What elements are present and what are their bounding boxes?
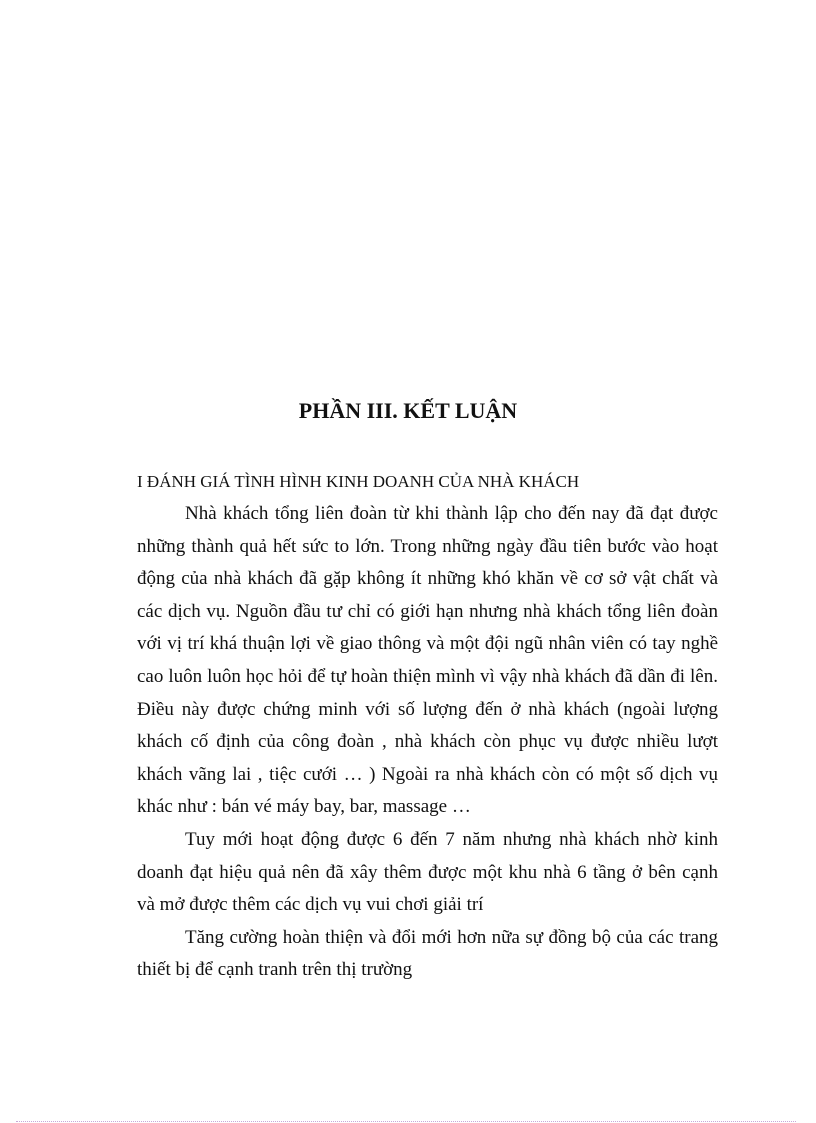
paragraph-2-line: doanh đạt hiệu quả nên đã xây thêm được một khu nhà 6 tầng ở bên cạnh	[137, 861, 718, 883]
paragraph-1-line: những thành quả hết sức to lớn. Trong những ngày đầu tiên bước vào hoạt	[137, 535, 718, 557]
paragraph-1-line: cao luôn luôn học hỏi để tự hoàn thiện mình vì vậy nhà khách đã dần đi lên.	[137, 665, 718, 687]
paragraph-3-line: thiết bị để cạnh tranh trên thị trường	[137, 959, 413, 981]
page-bottom-divider	[16, 1121, 796, 1122]
paragraph-1-line: động của nhà khách đã gặp không ít những khó khăn về cơ sở vật chất và	[137, 568, 718, 590]
body-text	[137, 500, 718, 989]
paragraph-1-line: Nhà khách tổng liên đoàn từ khi thành lập cho đến nay đã đạt được	[185, 503, 718, 524]
paragraph-1-line: khách vãng lai , tiệc cưới … ) Ngoài ra nhà khách còn có một số dịch vụ	[137, 763, 718, 785]
paragraph-1-line: các dịch vụ. Nguồn đầu tư chỉ có giới hạn nhưng nhà khách tổng liên đoàn	[137, 600, 718, 622]
paragraph-2-line: và mở được thêm các dịch vụ vui chơi giải trí	[137, 894, 484, 916]
section-heading: I ĐÁNH GIÁ TÌNH HÌNH KINH DOANH CỦA NHÀ KHÁCH	[137, 472, 580, 491]
paragraph-1-line: khách cố định của công đoàn , nhà khách còn phục vụ được nhiều lượt	[137, 731, 718, 753]
page-title: PHẦN III. KẾT LUẬN	[298, 398, 518, 423]
paragraph-1-line: khác như : bán vé máy bay, bar, massage …	[137, 796, 471, 818]
paragraph-1-line: với vị trí khá thuận lợi về giao thông và một đội ngũ nhân viên có tay nghề	[137, 633, 718, 655]
paragraph-3-line: Tăng cường hoàn thiện và đổi mới hơn nữa sự đồng bộ của các trang	[185, 926, 718, 948]
paragraph-2-line: Tuy mới hoạt động được 6 đến 7 năm nhưng nhà khách nhờ kinh	[185, 828, 718, 850]
paragraph-1-line: Điều này được chứng minh với số lượng đến ở nhà khách (ngoài lượng	[137, 698, 718, 720]
